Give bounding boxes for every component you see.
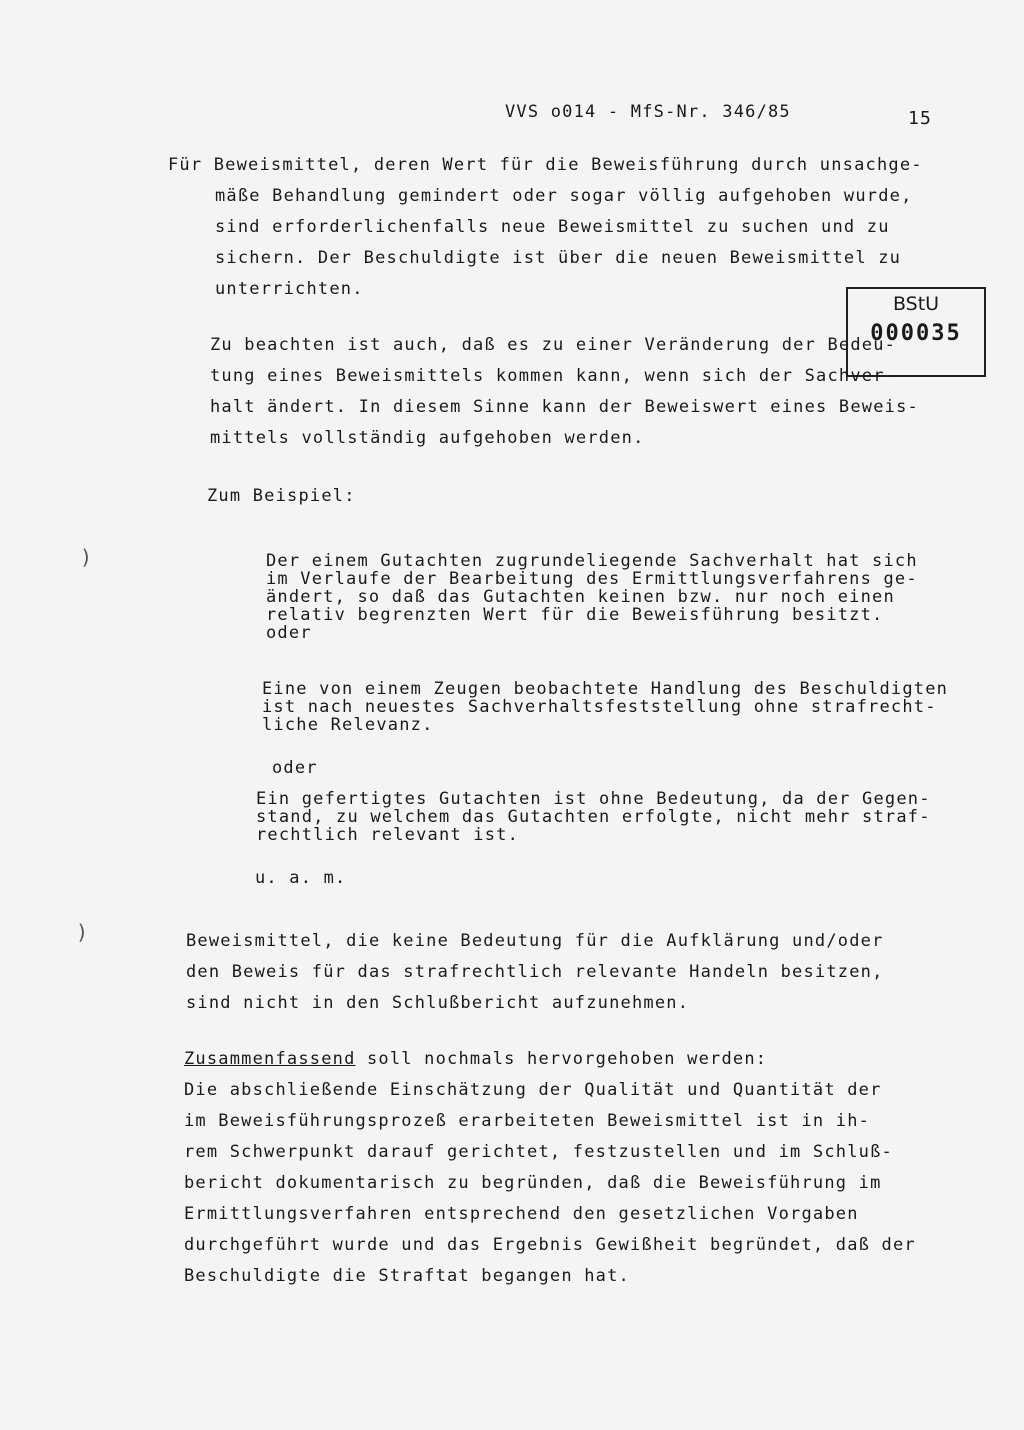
text-line: Ermittlungsverfahren entsprechend den gesetzlichen Vorgaben bbox=[184, 1204, 859, 1224]
text-line: im Verlaufe der Bearbeitung des Ermittlungsverfahrens ge- bbox=[266, 569, 918, 589]
margin-mark: ) bbox=[80, 545, 93, 569]
text-line: ändert, so daß das Gutachten keinen bzw. nur noch einen bbox=[266, 587, 895, 607]
stamp-number: 000035 bbox=[870, 321, 962, 346]
page-number: 15 bbox=[908, 108, 933, 129]
text-line: tung eines Beweismittels kommen kann, wenn sich der Sachver- bbox=[210, 366, 897, 386]
summary-paragraph bbox=[184, 1044, 916, 1292]
example-label: Zum Beispiel: bbox=[207, 486, 356, 506]
paragraph-2 bbox=[210, 330, 919, 454]
text-line: relativ begrenzten Wert für die Beweisführung besitzt. bbox=[266, 605, 884, 625]
summary-first-line bbox=[184, 1044, 916, 1075]
text-line: Der einem Gutachten zugrundeliegende Sachverhalt hat sich bbox=[266, 551, 918, 571]
text-line: Beschuldigte die Straftat begangen hat. bbox=[184, 1266, 630, 1286]
text-line: rechtlich relevant ist. bbox=[256, 825, 520, 845]
example-3 bbox=[256, 790, 931, 844]
example-1 bbox=[266, 552, 918, 642]
underlined-word: Zusammenfassend bbox=[184, 1049, 356, 1069]
margin-mark: ) bbox=[76, 920, 89, 944]
text-line: sichern. Der Beschuldigte ist über die neuen Beweismittel zu bbox=[215, 248, 902, 268]
text-line: sind erforderlichenfalls neue Beweismittel zu suchen und zu bbox=[215, 217, 890, 237]
text-line: sind nicht in den Schlußbericht aufzunehmen. bbox=[186, 993, 690, 1013]
text-line: Ein gefertigtes Gutachten ist ohne Bedeutung, da der Gegen- bbox=[256, 789, 931, 809]
text-line: oder bbox=[266, 623, 312, 643]
paragraph-1 bbox=[168, 150, 923, 305]
etc-label: u. a. m. bbox=[255, 868, 347, 888]
stamp-title: BStU bbox=[892, 293, 940, 315]
text-line: stand, zu welchem das Gutachten erfolgte, nicht mehr straf- bbox=[256, 807, 931, 827]
text-line: im Beweisführungsprozeß erarbeiteten Beweismittel ist in ih- bbox=[184, 1111, 871, 1131]
text-line: ist nach neuestes Sachverhaltsfeststellung ohne strafrecht- bbox=[262, 697, 937, 717]
document-reference: VVS o014 - MfS-Nr. 346/85 bbox=[505, 102, 791, 122]
text-line: mittels vollständig aufgehoben werden. bbox=[210, 428, 645, 448]
text-line: Beweismittel, die keine Bedeutung für die Aufklärung und/oder bbox=[186, 931, 884, 951]
example-2 bbox=[262, 680, 948, 734]
text-line: mäße Behandlung gemindert oder sogar völlig aufgehoben wurde, bbox=[215, 186, 913, 206]
text-fragment: soll nochmals hervorgehoben werden: bbox=[355, 1049, 768, 1069]
text-line: unterrichten. bbox=[215, 279, 364, 299]
text-line: rem Schwerpunkt darauf gerichtet, festzustellen und im Schluß- bbox=[184, 1142, 893, 1162]
text-line: halt ändert. In diesem Sinne kann der Beweiswert eines Beweis- bbox=[210, 397, 919, 417]
text-line: Für Beweismittel, deren Wert für die Beweisführung durch unsachge- bbox=[168, 155, 923, 175]
text-line: Die abschließende Einschätzung der Qualität und Quantität der bbox=[184, 1080, 882, 1100]
oder-label: oder bbox=[272, 758, 318, 778]
text-line: durchgeführt wurde und das Ergebnis Gewißheit begründet, daß der bbox=[184, 1235, 916, 1255]
text-line: bericht dokumentarisch zu begründen, daß die Beweisführung im bbox=[184, 1173, 882, 1193]
text-line: den Beweis für das strafrechtlich relevante Handeln besitzen, bbox=[186, 962, 884, 982]
text-line: Eine von einem Zeugen beobachtete Handlung des Beschuldigten bbox=[262, 679, 949, 699]
paragraph-3 bbox=[186, 926, 884, 1019]
text-line: liche Relevanz. bbox=[262, 715, 434, 735]
text-line: Zu beachten ist auch, daß es zu einer Veränderung der Bedeu- bbox=[210, 335, 897, 355]
